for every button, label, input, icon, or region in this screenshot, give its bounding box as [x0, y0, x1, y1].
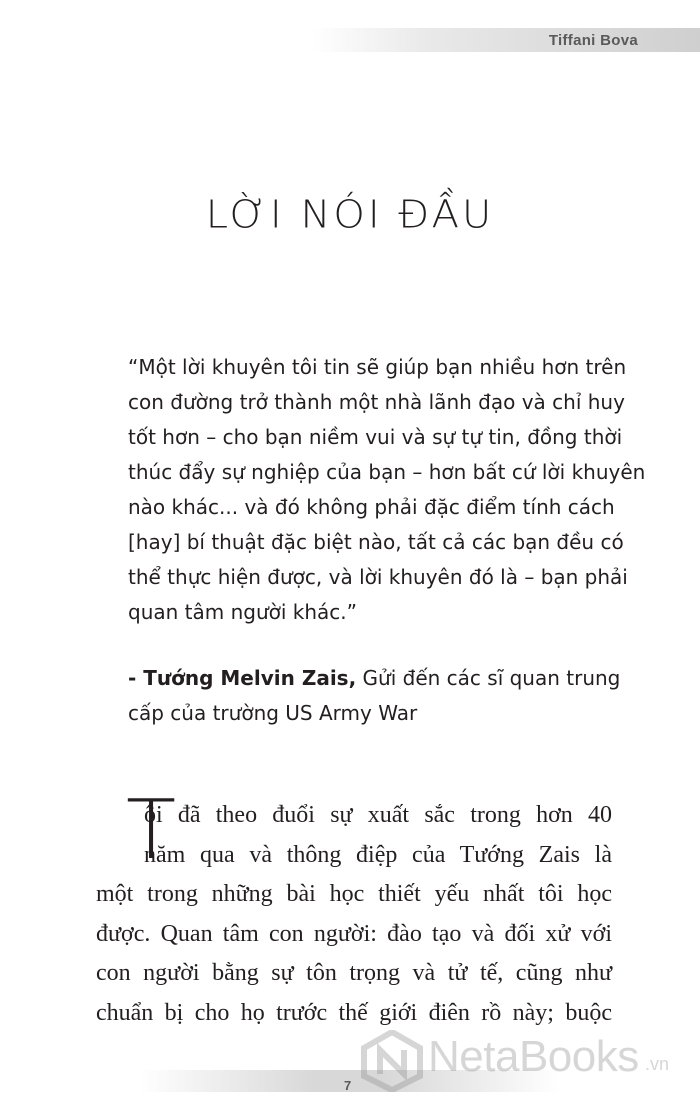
- running-header-author: Tiffani Bova: [548, 32, 638, 49]
- watermark: [360, 1030, 700, 1090]
- body-line: chuẩn bị cho họ trước thế giới điên rồ này; buộc: [96, 999, 612, 1026]
- quote-line: “Một lời khuyên tôi tin sẽ giúp bạn nhiều hơn trên: [128, 355, 627, 379]
- attribution-name: - Tướng Melvin Zais,: [128, 666, 357, 690]
- quote-line: thúc đẩy sự nghiệp của bạn – hơn bất cứ lời khuyên: [128, 460, 646, 484]
- drop-cap: T: [126, 783, 177, 878]
- quote-line: nào khác... và đó không phải đặc điểm tính cách: [128, 495, 615, 519]
- attribution-text: Gửi đến các sĩ quan trung: [356, 666, 621, 690]
- epigraph-quote: [128, 350, 646, 630]
- quote-line: con đường trở thành một nhà lãnh đạo và chỉ huy: [128, 390, 625, 414]
- running-header-bar: [312, 28, 700, 52]
- epigraph-attribution: [128, 661, 621, 731]
- quote-line: quan tâm người khác.”: [128, 600, 358, 624]
- body-paragraph: [96, 783, 612, 1033]
- attribution-line-2: cấp của trường US Army War: [128, 701, 418, 725]
- quote-line: thể thực hiện được, và lời khuyên đó là – bạn phải: [128, 565, 628, 589]
- quote-line: tốt hơn – cho bạn niềm vui và sự tự tin, đồng thời: [128, 425, 623, 449]
- watermark-tld: .vn: [645, 1054, 670, 1074]
- netabooks-logo-icon: [360, 1030, 424, 1092]
- quote-line: [hay] bí thuật đặc biệt nào, tất cả các bạn đều có: [128, 530, 624, 554]
- chapter-title: LỜI NÓI ĐẦU: [205, 193, 495, 237]
- body-line: một trong những bài học thiết yếu nhất tôi học: [96, 881, 612, 907]
- watermark-brand: NetaBooks: [428, 1032, 639, 1081]
- body-line: được. Quan tâm con người: đào tạo và đối xử với: [96, 920, 612, 947]
- page-number: 7: [344, 1078, 352, 1093]
- body-line: ôi đã theo đuổi sự xuất sắc trong hơn 40: [144, 802, 612, 828]
- body-line: năm qua và thông điệp của Tướng Zais là: [144, 841, 612, 868]
- body-line: con người bằng sự tôn trọng và tử tế, cũng như: [96, 960, 612, 986]
- attribution-line-1: [128, 661, 621, 696]
